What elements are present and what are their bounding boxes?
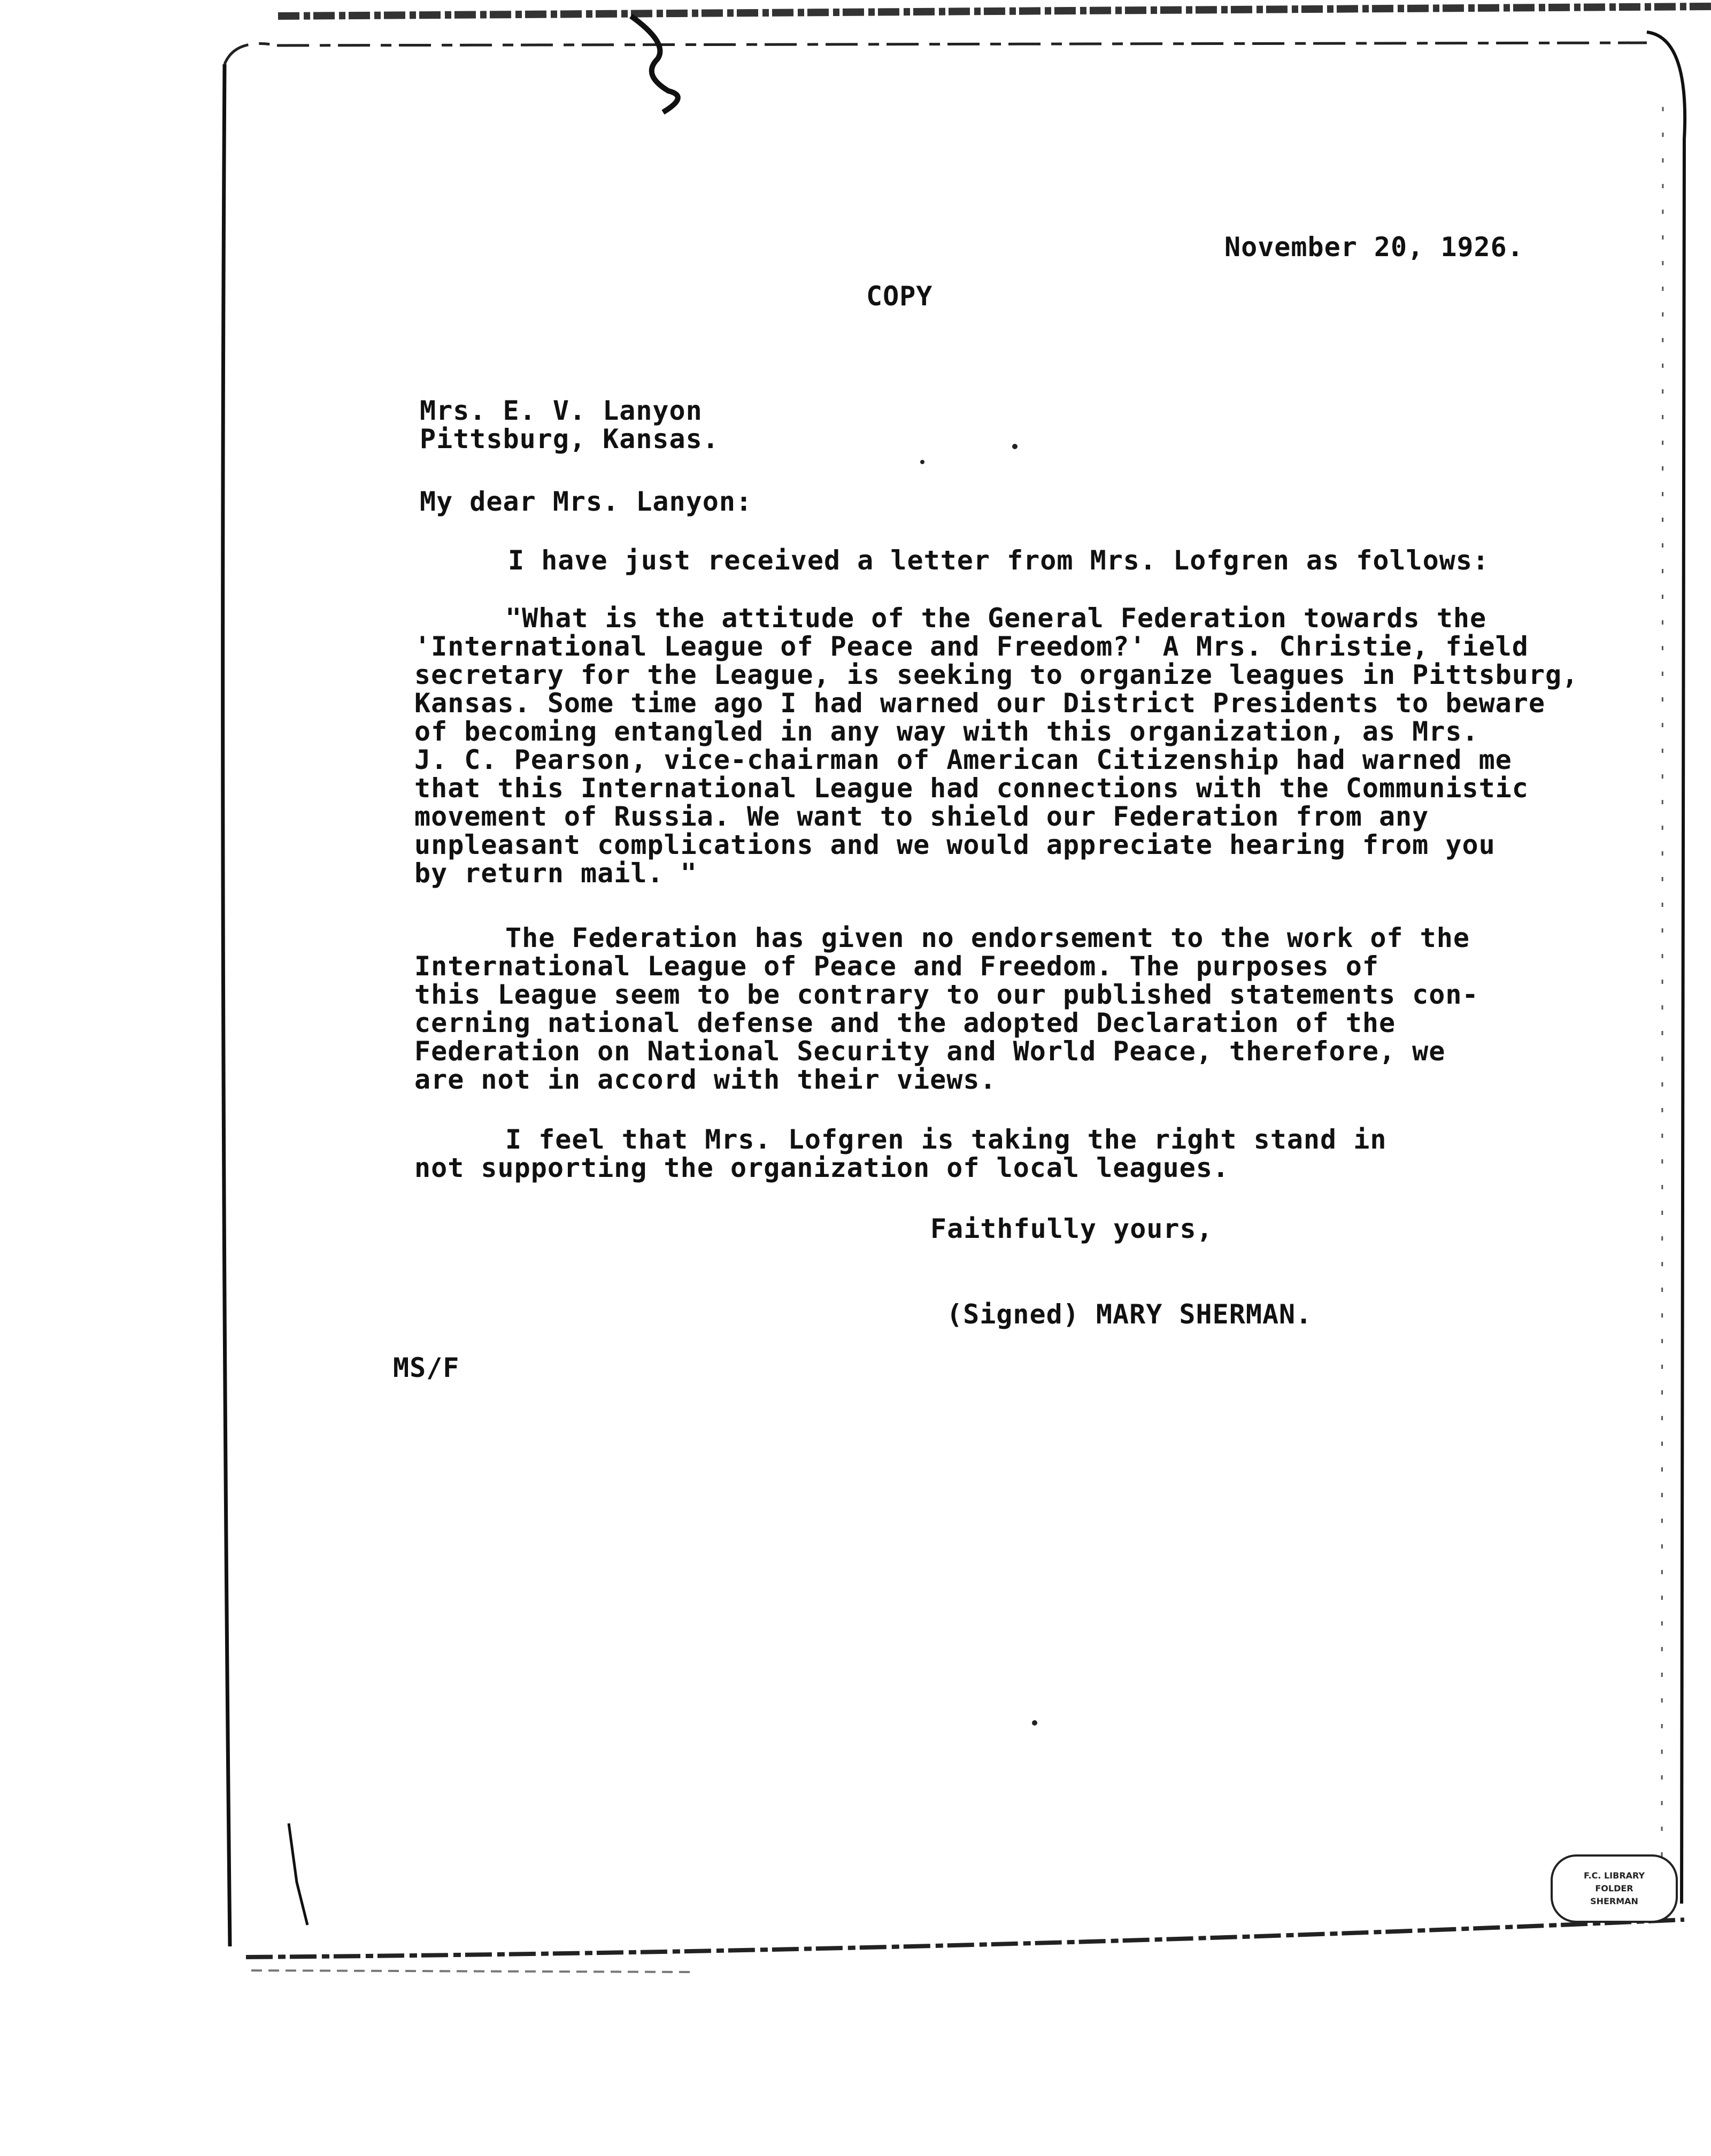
body-line: Federation on National Security and World Peace, therefore, we [414,1036,1446,1067]
quote-line: Kansas. Some time ago I had warned our District Presidents to beware [414,688,1545,719]
recipient-line: Pittsburg, Kansas. [420,424,719,455]
salutation: My dear Mrs. Lanyon: [420,486,753,517]
quote-line: that this International League had connections with the Communistic [414,773,1529,804]
stamp-line: SHERMAN [1590,1896,1638,1906]
recipient-address [420,397,719,453]
quote-line: J. C. Pearson, vice-chairman of American Citizenship had warned me [414,744,1512,775]
quote-line: by return mail. " [414,858,697,889]
quote-line: 'International League of Peace and Freedom?' A Mrs. Christie, field [414,631,1529,662]
quote-line: movement of Russia. We want to shield our Federation from any [414,801,1429,832]
quote-line: of becoming entangled in any way with this organization, as Mrs. [414,716,1479,747]
quote-line: "What is the attitude of the General Federation towards the [505,603,1487,634]
quoted-letter [414,604,1578,888]
body-line: are not in accord with their views. [414,1064,997,1095]
closing-line: not supporting the organization of local leagues. [414,1152,1230,1183]
stamp-line: F.C. LIBRARY [1583,1870,1645,1881]
intro-paragraph: I have just received a letter from Mrs. Lofgren as follows: [508,545,1490,576]
valediction: Faithfully yours, [930,1213,1213,1244]
body-line: The Federation has given no endorsement to the work of the [505,922,1470,953]
closing-paragraph [414,1126,1386,1182]
response-paragraph [414,924,1479,1094]
closing-line: I feel that Mrs. Lofgren is taking the right stand in [505,1124,1387,1155]
archive-stamp [1551,1854,1678,1923]
quote-line: unpleasant complications and we would appreciate hearing from you [414,829,1496,860]
body-line: International League of Peace and Freedom. The purposes of [414,951,1379,982]
signature: (Signed) MARY SHERMAN. [946,1299,1313,1330]
body-line: cerning national defense and the adopted Declaration of the [414,1007,1396,1038]
body-line: this League seem to be contrary to our published statements con- [414,979,1479,1010]
quote-line: secretary for the League, is seeking to organize leagues in Pittsburg, [414,659,1579,690]
recipient-line: Mrs. E. V. Lanyon [420,395,703,426]
letter-heading: COPY [866,281,933,312]
stamp-line: FOLDER [1595,1883,1633,1893]
letter-date: November 20, 1926. [1224,232,1524,263]
typist-initials: MS/F [393,1352,460,1383]
